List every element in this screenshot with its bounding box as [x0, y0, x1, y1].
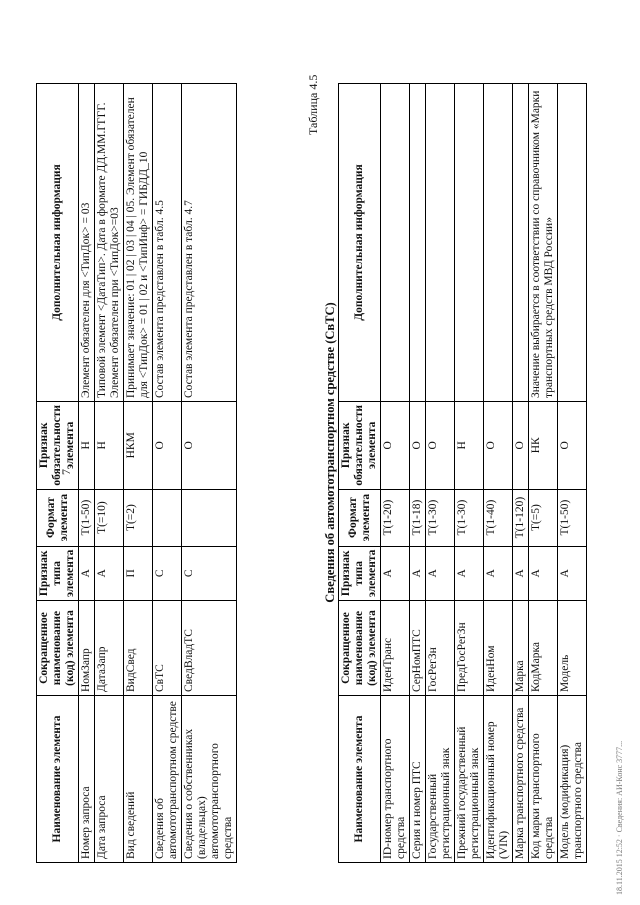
- col-required: Признак обязательности элемента: [339, 402, 381, 490]
- cell-info: Состав элемента представлен в табл. 4.5: [153, 84, 182, 402]
- cell-req: О: [410, 402, 426, 490]
- cell-code: ИденТранс: [381, 601, 410, 696]
- cell-req: О: [484, 402, 513, 490]
- col-name: Наименование элемента: [37, 696, 79, 863]
- cell-code: СвТС: [153, 601, 182, 696]
- cell-format: T(=10): [95, 489, 124, 546]
- cell-req: О: [513, 402, 529, 490]
- cell-format: [153, 489, 182, 546]
- table-header: [37, 84, 79, 863]
- cell-info: [513, 84, 529, 402]
- cell-type: С: [182, 546, 237, 600]
- table-row: [455, 84, 484, 863]
- cell-req: О: [182, 402, 237, 490]
- cell-code: СерНомПТС: [410, 601, 426, 696]
- table-row: [381, 84, 410, 863]
- cell-req: Н: [79, 402, 95, 490]
- cell-info: [484, 84, 513, 402]
- footer-stamp: 18.11.2015 12:52 · Сведения: АИ-Конс 3777...: [615, 740, 624, 895]
- cell-req: О: [381, 402, 410, 490]
- cell-format: T(1-50): [558, 489, 587, 546]
- cell-format: [182, 489, 237, 546]
- cell-type: А: [381, 546, 410, 600]
- cell-name: Вид сведений: [124, 696, 153, 863]
- cell-req: Н: [95, 402, 124, 490]
- cell-name: Модель (модификация) транспортного средства: [558, 696, 587, 863]
- cell-name: ID-номер транспортного средства: [381, 696, 410, 863]
- cell-code: Марка: [513, 601, 529, 696]
- cell-req: О: [558, 402, 587, 490]
- cell-req: Н: [455, 402, 484, 490]
- cell-code: ДатаЗапр: [95, 601, 124, 696]
- cell-name: Государственный регистрационный знак: [426, 696, 455, 863]
- cell-name: Марка транспортного средства: [513, 696, 529, 863]
- cell-type: П: [124, 546, 153, 600]
- cell-info: Принимает значение: 01 | 02 | 03 | 04 | 05. Элемент обязателен для <ТипДок> = 01 | 02 и <ТипИнф> = ГИБДД_10: [124, 84, 153, 402]
- cell-req: НК: [529, 402, 558, 490]
- col-name: Наименование элемента: [339, 696, 381, 863]
- table-row: [153, 84, 182, 863]
- cell-req: НКМ: [124, 402, 153, 490]
- table-row: [513, 84, 529, 863]
- cell-format: T(=2): [124, 489, 153, 546]
- cell-code: Модель: [558, 601, 587, 696]
- table-row: [95, 84, 124, 863]
- cell-format: T(=5): [529, 489, 558, 546]
- col-info: Дополнительная информация: [37, 84, 79, 402]
- cell-format: T(1-50): [79, 489, 95, 546]
- table-row: [484, 84, 513, 863]
- cell-info: Типовой элемент <ДатаТип>. Дата в формате ДД.ММ.ГГГГ. Элемент обязателен при <ТипДок>=03: [95, 84, 124, 402]
- cell-info: Значение выбирается в соответствии со справочником «Марки транспортных средств МВД России»: [529, 84, 558, 402]
- table-row: [558, 84, 587, 863]
- cell-type: А: [513, 546, 529, 600]
- table-number: Таблица 4.5: [306, 74, 320, 135]
- table-row: [124, 84, 153, 863]
- table-row: [79, 84, 95, 863]
- cell-code: КодМарка: [529, 601, 558, 696]
- cell-type: А: [426, 546, 455, 600]
- col-type: Признак типа элемента: [37, 546, 79, 600]
- cell-code: СведВладТС: [182, 601, 237, 696]
- cell-info: [410, 84, 426, 402]
- cell-name: Дата запроса: [95, 696, 124, 863]
- cell-name: Идентификационный номер (VIN): [484, 696, 513, 863]
- cell-name: Номер запроса: [79, 696, 95, 863]
- cell-name: Код марки транспортного средства: [529, 696, 558, 863]
- cell-name: Серия и номер ПТС: [410, 696, 426, 863]
- cell-type: А: [410, 546, 426, 600]
- cell-type: А: [558, 546, 587, 600]
- col-format: Формат элемента: [339, 489, 381, 546]
- cell-type: А: [79, 546, 95, 600]
- table-header: [339, 84, 381, 863]
- cell-info: [558, 84, 587, 402]
- cell-info: [455, 84, 484, 402]
- cell-info: [381, 84, 410, 402]
- cell-format: T(1-40): [484, 489, 513, 546]
- table-row: [410, 84, 426, 863]
- cell-type: А: [455, 546, 484, 600]
- cell-format: T(1-20): [381, 489, 410, 546]
- table-row: [529, 84, 558, 863]
- cell-type: А: [95, 546, 124, 600]
- table-row: [426, 84, 455, 863]
- cell-format: T(1-30): [426, 489, 455, 546]
- cell-name: Прежний государственный регистрационный знак: [455, 696, 484, 863]
- cell-code: ВидСвед: [124, 601, 153, 696]
- cell-name: Сведения об автомототранспортном средстве: [153, 696, 182, 863]
- cell-format: T(1-18): [410, 489, 426, 546]
- table-row: [182, 84, 237, 863]
- cell-name: Сведения о собственниках (владельцах) автомототранспортного средства: [182, 696, 237, 863]
- col-code: Сокращенное наименование (код) элемента: [37, 601, 79, 696]
- table-vehicle: [338, 83, 587, 863]
- table-elements: [36, 83, 237, 863]
- col-info: Дополнительная информация: [339, 84, 381, 402]
- cell-type: С: [153, 546, 182, 600]
- cell-code: ПредГосРегЗн: [455, 601, 484, 696]
- cell-code: ГосРегЗн: [426, 601, 455, 696]
- page-number: 7: [59, 469, 73, 475]
- table-title: Сведения об автомототранспортном средстве (СвТС): [323, 302, 337, 603]
- cell-type: А: [529, 546, 558, 600]
- cell-req: О: [153, 402, 182, 490]
- cell-info: [426, 84, 455, 402]
- cell-code: НомЗапр: [79, 601, 95, 696]
- col-format: Формат элемента: [37, 489, 79, 546]
- col-type: Признак типа элемента: [339, 546, 381, 600]
- cell-format: T(1-120): [513, 489, 529, 546]
- cell-info: Элемент обязателен для <ТипДок> = 03: [79, 84, 95, 402]
- col-required: Признак обязательности элемента: [37, 402, 79, 490]
- cell-req: О: [426, 402, 455, 490]
- cell-type: А: [484, 546, 513, 600]
- cell-info: Состав элемента представлен в табл. 4.7: [182, 84, 237, 402]
- cell-code: ИденНом: [484, 601, 513, 696]
- cell-format: T(1-30): [455, 489, 484, 546]
- col-code: Сокращенное наименование (код) элемента: [339, 601, 381, 696]
